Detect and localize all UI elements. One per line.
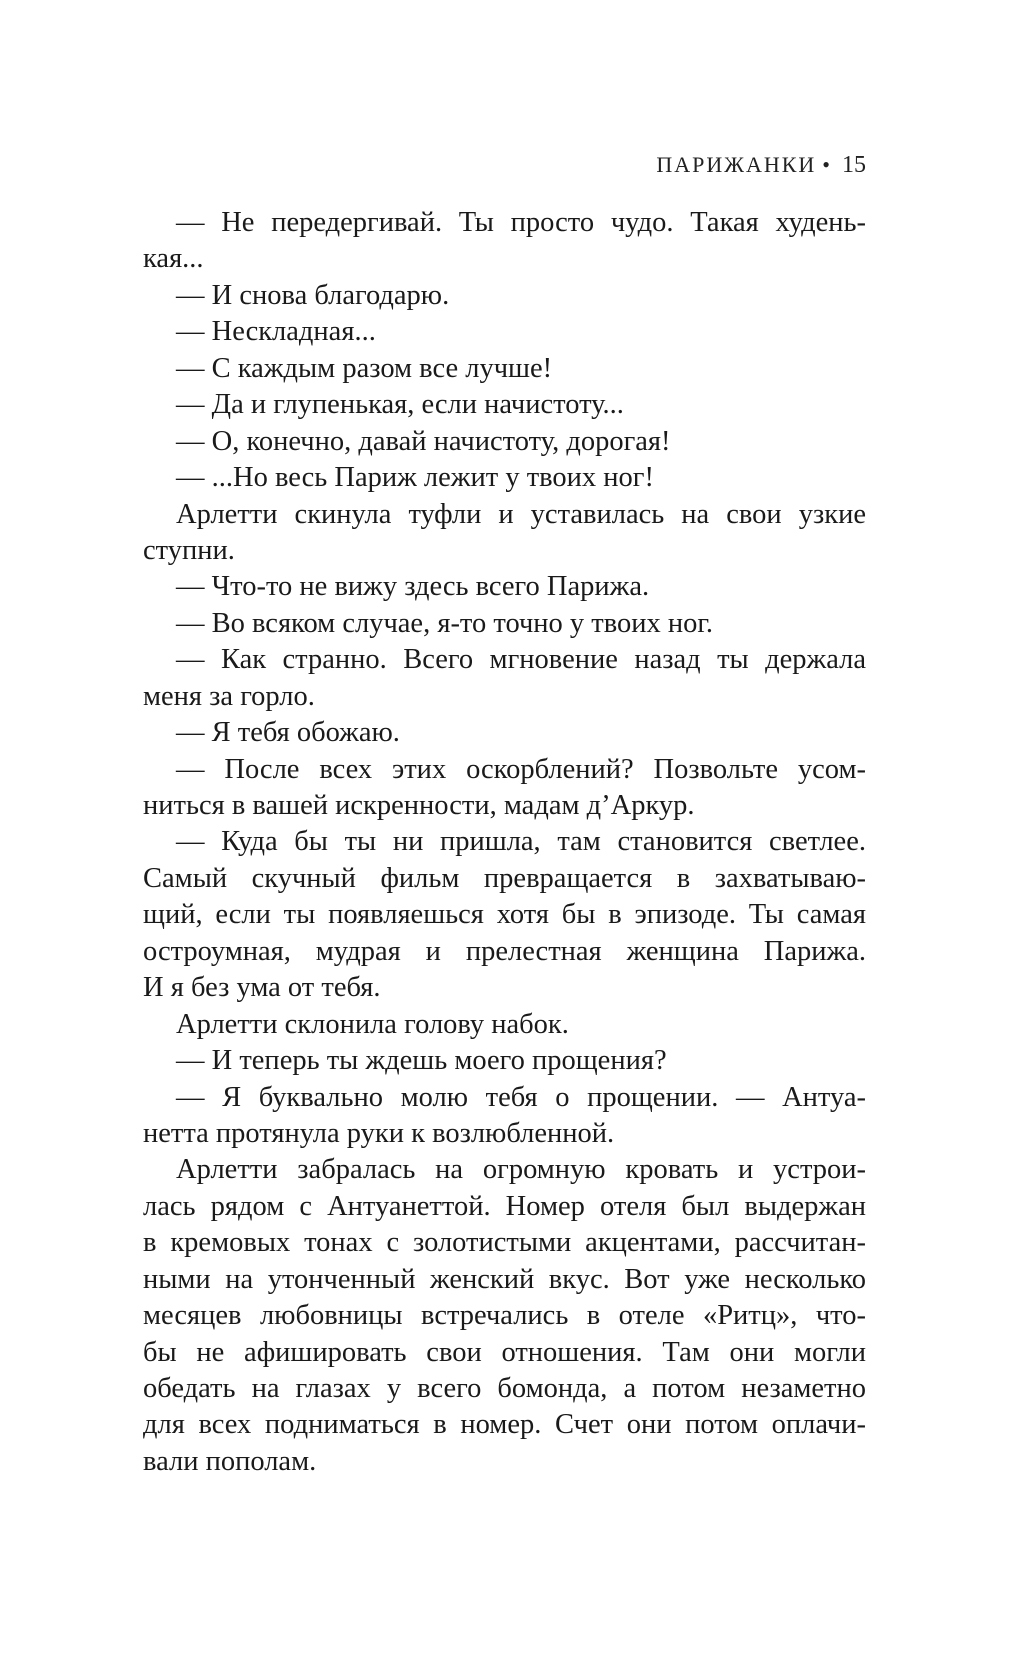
body-text (143, 205, 866, 1480)
text-line: кая... (143, 243, 204, 275)
text-line: — Я тебя обожаю. (176, 717, 400, 749)
text-line: — С каждым разом все лучше! (176, 352, 553, 384)
text-line: — Нескладная... (176, 316, 376, 348)
text-line: ступни. (143, 534, 235, 566)
text-line: Арлетти склонила голову набок. (176, 1008, 569, 1040)
text-line: вали пополам. (143, 1445, 317, 1477)
text-line: — И снова благодарю. (176, 279, 450, 311)
text-line: — О, конечно, давай начистоту, дорогая! (176, 425, 671, 457)
text-line: — После всех этих оскорблений? Позвольте усом- (176, 753, 866, 785)
running-head (656, 152, 866, 179)
text-line: — Что-то не вижу здесь всего Парижа. (176, 571, 650, 603)
text-line: лась рядом с Антуанеттой. Номер отеля был выдержан (143, 1190, 866, 1222)
text-line: бы не афишировать свои отношения. Там они могли (143, 1336, 866, 1368)
separator-bullet: • (822, 152, 832, 177)
text-line: Арлетти скинула туфли и уставилась на свои узкие (176, 498, 866, 530)
text-line: обедать на глазах у всего бомонда, а потом незаметно (143, 1373, 866, 1404)
text-line: остроумная, мудрая и прелестная женщина Парижа. (143, 935, 866, 967)
book-title: ПАРИЖАНКИ (656, 152, 817, 177)
text-line: — Да и глупенькая, если начистоту... (176, 389, 624, 421)
text-line: для всех подниматься в номер. Счет они потом оплачи- (143, 1409, 866, 1441)
text-line: И я без ума от тебя. (143, 972, 381, 1004)
text-line: в кремовых тонах с золотистыми акцентами, рассчитан- (143, 1227, 866, 1259)
text-line: ниться в вашей искренности, мадам д’Аркур. (143, 790, 695, 821)
page-number: 15 (842, 152, 866, 178)
text-line: меня за горло. (143, 680, 315, 712)
text-line: Арлетти забралась на огромную кровать и устрои- (176, 1154, 866, 1186)
text-line: ными на утонченный женский вкус. Вот уже несколько (143, 1263, 866, 1295)
text-line: — Не передергивай. Ты просто чудо. Такая худень- (176, 207, 866, 238)
text-line: — Я буквально молю тебя о прощении. — Антуа- (176, 1081, 866, 1113)
text-line: Самый скучный фильм превращается в захватываю- (143, 862, 866, 894)
text-line: — Во всяком случае, я-то точно у твоих ног. (176, 607, 714, 639)
text-line: нетта протянула руки к возлюбленной. (143, 1117, 615, 1149)
text-line: — Как странно. Всего мгновение назад ты держала (176, 644, 866, 676)
text-line: щий, если ты появляешься хотя бы в эпизоде. Ты самая (143, 899, 866, 931)
text-line: месяцев любовницы встречались в отеле «Ритц», что- (143, 1300, 866, 1332)
text-line: — ...Но весь Париж лежит у твоих ног! (176, 462, 654, 494)
text-line: — Куда бы ты ни пришла, там становится светлее. (176, 826, 866, 858)
text-line: — И теперь ты ждешь моего прощения? (176, 1045, 667, 1077)
